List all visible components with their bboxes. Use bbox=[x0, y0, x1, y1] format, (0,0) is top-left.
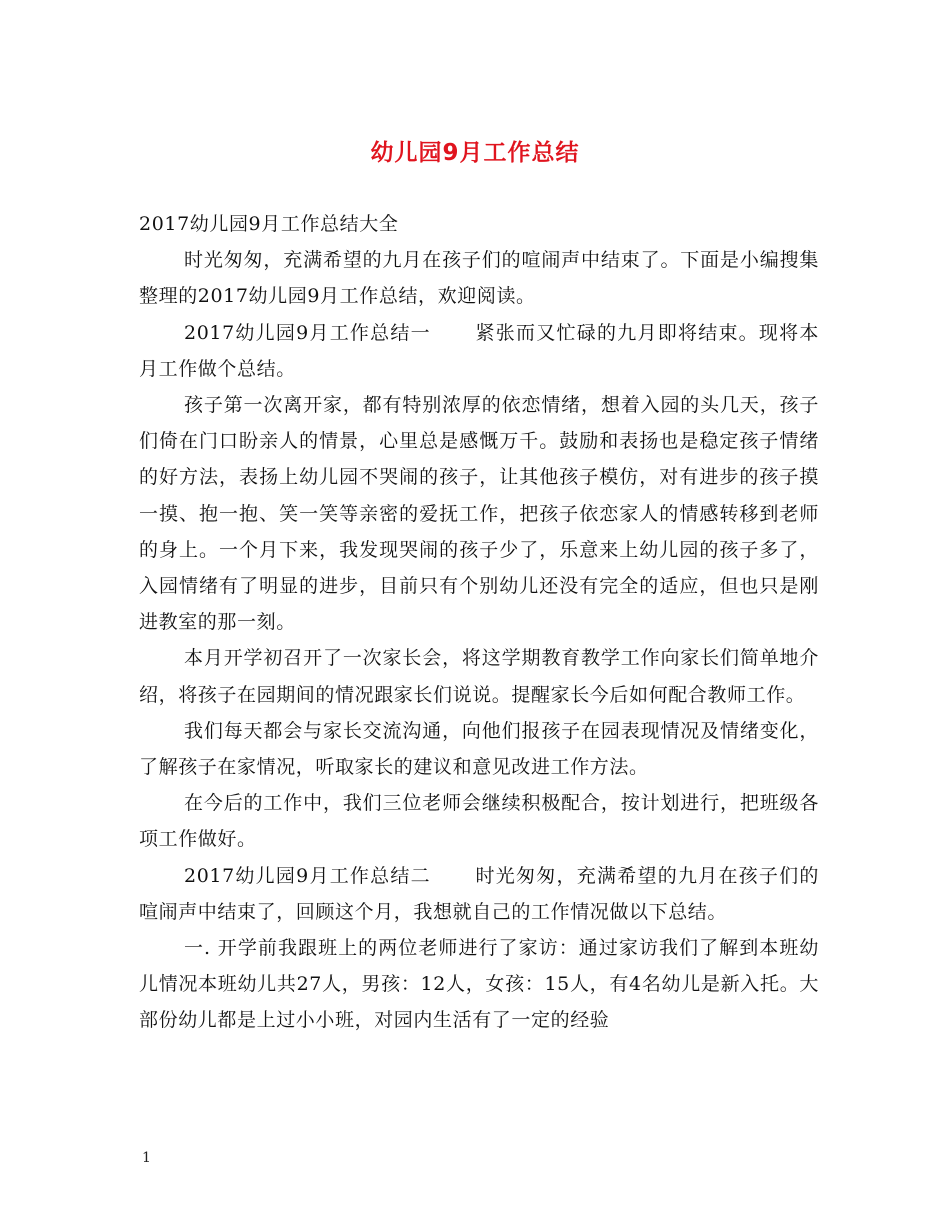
body-paragraph: 本月开学初召开了一次家长会，将这学期教育教学工作向家长们简单地介绍，将孩子在园期间的情况跟家长们说说。提醒家长今后如何配合教师工作。 bbox=[139, 647, 819, 706]
body-paragraph: 我们每天都会与家长交流沟通，向他们报孩子在园表现情况及情绪变化，了解孩子在家情况，听取家长的建议和意见改进工作方法。 bbox=[139, 719, 819, 779]
section-one-paragraph bbox=[139, 315, 819, 387]
section-two-text: 时光匆匆，充满希望的九月在孩子们的喧闹声中结束了，回顾这个月，我想就自己的工作情况做以下总结。 bbox=[139, 864, 820, 923]
body-paragraph: 一. 开学前我跟班上的两位老师进行了家访：通过家访我们了解到本班幼儿情况本班幼儿共27人，男孩：12人，女孩：15人，有4名幼儿是新入托。大部份幼儿都是上过小小班，对园内生活有了一定的经验 bbox=[139, 937, 819, 1032]
section-two-heading: 2017幼儿园9月工作总结二 bbox=[184, 864, 431, 887]
section-one-heading: 2017幼儿园9月工作总结一 bbox=[184, 321, 431, 344]
document-title: 幼儿园9月工作总结 bbox=[370, 140, 580, 166]
section-one-text: 紧张而又忙碌的九月即将结束。现将本月工作做个总结。 bbox=[139, 321, 820, 380]
section-two-paragraph bbox=[139, 858, 819, 930]
body-paragraph: 孩子第一次离开家，都有特别浓厚的依恋情绪，想着入园的头几天，孩子们倚在门口盼亲人的情景，心里总是感慨万千。鼓励和表扬也是稳定孩子情绪的好方法，表扬上幼儿园不哭闹的孩子，让其他孩子模仿，对有进步的孩子摸一摸、抱一抱、笑一笑等亲密的爱抚工作，把孩子依恋家人的情感转移到老师的身上。一个月下来，我发现哭闹的孩子少了，乐意来上幼儿园的孩子多了，入园情绪有了明显的进步，目前只有个别幼儿还没有完全的适应，但也只是刚进教室的那一刻。 bbox=[139, 394, 819, 634]
document-subtitle: 2017幼儿园9月工作总结大全 bbox=[139, 213, 399, 235]
page-number: 1 bbox=[142, 1150, 151, 1166]
body-paragraph: 在今后的工作中，我们三位老师会继续积极配合，按计划进行，把班级各项工作做好。 bbox=[139, 792, 819, 851]
document-body bbox=[139, 206, 819, 1039]
intro-paragraph: 时光匆匆，充满希望的九月在孩子们的喧闹声中结束了。下面是小编搜集整理的2017幼儿园9月工作总结，欢迎阅读。 bbox=[139, 249, 819, 308]
